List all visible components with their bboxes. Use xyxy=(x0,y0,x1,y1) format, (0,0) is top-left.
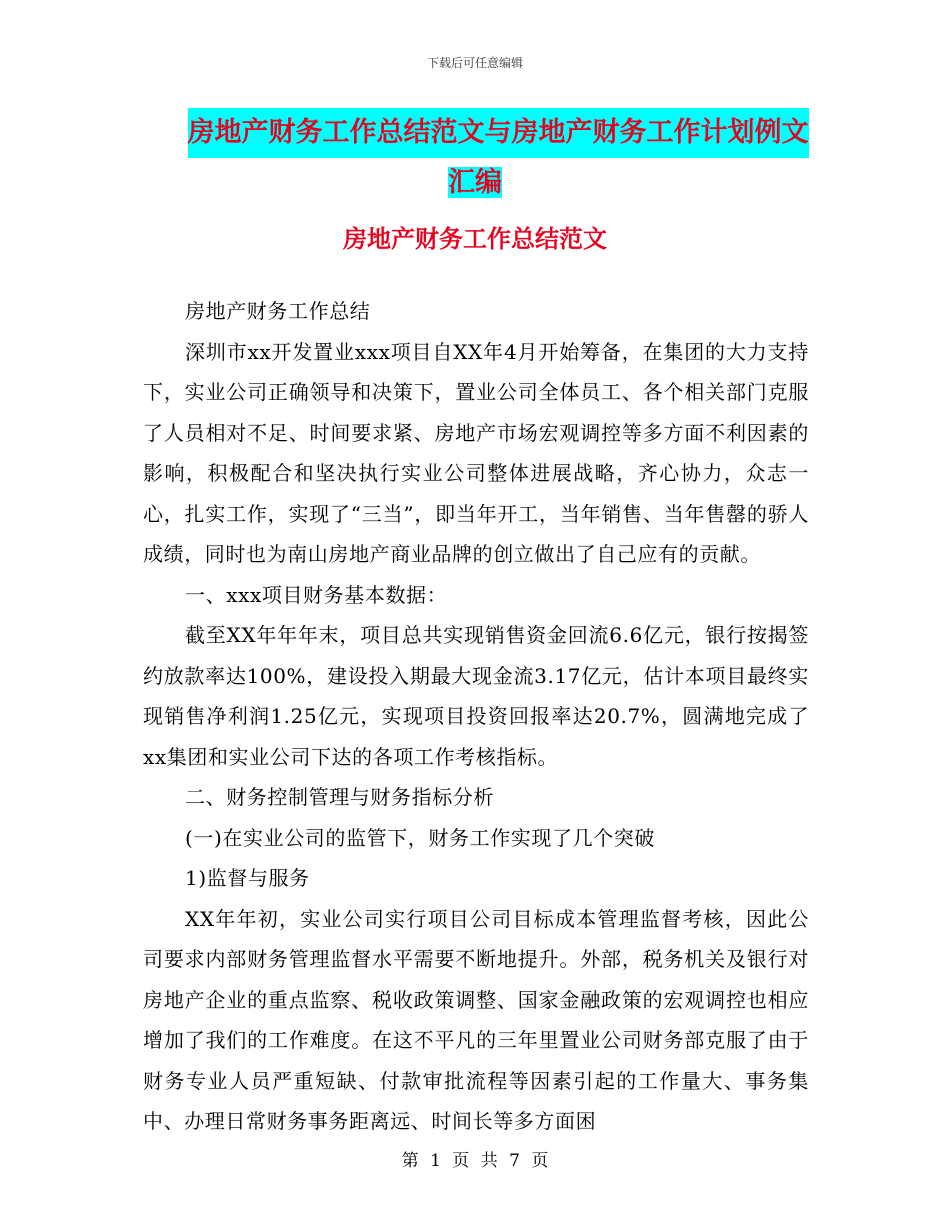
paragraph-subtitle: 房地产财务工作总结 xyxy=(185,299,371,323)
title-line-2: 汇编 xyxy=(448,167,502,198)
paragraph-heading-1: 一、xxx项目财务基本数据： xyxy=(185,582,448,607)
paragraph-heading-2: 二、财务控制管理与财务指标分析 xyxy=(185,785,494,809)
paragraph-data: 截至XX年年年末，项目总共实现销售资金回流6.6亿元，银行按揭签约放款率达100%，建设投入期最大现金流3.17亿元，估计本项目最终实现销售净利润1.25亿元，实现项目投资回报率达20.7%，圆满地完成了xx集团和实业公司下达的各项工作考核指标。 xyxy=(143,623,809,769)
paragraph-subheading: (一)在实业公司的监管下，财务工作实现了几个突破 xyxy=(185,825,656,850)
section-title: 房地产财务工作总结范文 xyxy=(343,224,607,253)
page-number: 第 1 页 共 7 页 xyxy=(401,1151,549,1171)
title-line-1: 房地产财务工作总结范文与房地产财务工作计划例文 xyxy=(188,108,809,158)
paragraph-intro: 深圳市xx开发置业xxx项目自XX年4月开始筹备，在集团的大力支持下，实业公司正确领导和决策下，置业公司全体员工、各个相关部门克服了人员相对不足、时间要求紧、房地产市场宏观调控等多方面不利因素的影响，积极配合和坚决执行实业公司整体进展战略，齐心协力，众志一心，扎实工作，实现了“三当”，即当年开工，当年销售、当年售罄的骄人成绩，同时也为南山房地产商业品牌的创立做出了自己应有的贡献。 xyxy=(143,339,809,566)
header-note: 下载后可任意编辑 xyxy=(426,56,523,70)
body-text xyxy=(143,291,809,1142)
document-title xyxy=(0,108,950,208)
paragraph-body: XX年年初，实业公司实行项目公司目标成本管理监督考核，因此公司要求内部财务管理监督水平需要不断地提升。外部，税务机关及银行对房地产企业的重点监察、税收政策调整、国家金融政策的宏观调控也相应增加了我们的工作难度。在这不平凡的三年里置业公司财务部克服了由于财务专业人员严重短缺、付款审批流程等因素引起的工作量大、事务集中、办理日常财务事务距离远、时间长等多方面困 xyxy=(143,906,809,1133)
paragraph-item: 1)监督与服务 xyxy=(185,866,310,890)
